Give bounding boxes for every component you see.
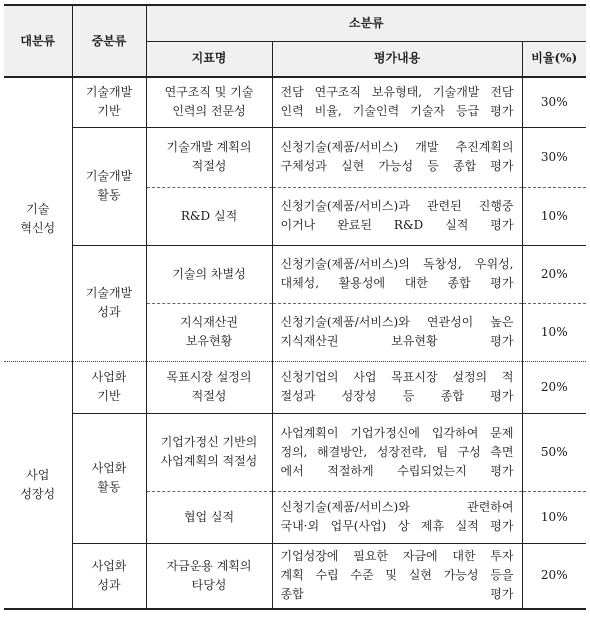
header-content: 평가내용 [272,41,522,77]
indicator-cell: 연구조직 및 기술 인력의 전문성 [146,77,272,127]
evaluation-content-cell: 신청기술(제품/서비스) 개발 추진계획의 구체성과 실현 가능성 등 종합 평가 [272,127,522,187]
ratio-cell: 10% [522,187,586,245]
ratio-cell: 30% [522,127,586,187]
table-row [4,413,586,491]
middle-category-cell: 사업화 성과 [72,543,146,609]
middle-category-cell: 기술개발 기반 [72,77,146,127]
header-minor: 소분류 [146,5,586,41]
evaluation-content-cell: 신청기업의 사업 목표시장 설정의 적 절성과 성장성 등 종합 평가 [272,361,522,413]
evaluation-criteria-table [4,4,586,610]
header-ratio: 비율(%) [522,41,586,77]
evaluation-content-cell: 기업성장에 필요한 자금에 대한 투자 계획 수립 수준 및 실현 가능성 등을 종합 평가 [272,543,522,609]
middle-category-cell: 기술개발 성과 [72,245,146,361]
header-major: 대분류 [4,5,72,77]
table-row [4,543,586,609]
table-row [4,245,586,303]
major-category-cell: 기술 혁신성 [4,77,72,361]
ratio-cell: 50% [522,413,586,491]
indicator-cell: 목표시장 설정의 적절성 [146,361,272,413]
ratio-cell: 20% [522,543,586,609]
header-middle: 중분류 [72,5,146,77]
indicator-cell: R&D 실적 [146,187,272,245]
indicator-cell: 기술개발 계획의 적절성 [146,127,272,187]
indicator-cell: 기술의 차별성 [146,245,272,303]
ratio-cell: 10% [522,303,586,361]
ratio-cell: 20% [522,361,586,413]
middle-category-cell: 기술개발 활동 [72,127,146,245]
evaluation-table-container [4,4,586,610]
middle-category-cell: 사업화 기반 [72,361,146,413]
major-category-cell: 사업 성장성 [4,361,72,609]
indicator-cell: 협업 실적 [146,491,272,543]
table-body [4,77,586,609]
ratio-cell: 20% [522,245,586,303]
header-indicator: 지표명 [146,41,272,77]
middle-category-cell: 사업화 활동 [72,413,146,543]
indicator-cell: 지식재산권 보유현황 [146,303,272,361]
evaluation-content-cell: 전담 연구조직 보유형태, 기술개발 전담 인력 비율, 기술인력 기술자 등급 평가 [272,77,522,127]
ratio-cell: 30% [540,94,568,109]
ratio-cell: 10% [522,491,586,543]
table-row [4,361,586,413]
evaluation-content-cell: 신청기술(제품/서비스)과 관련된 진행중 이거나 완료된 R&D 실적 평가 [272,187,522,245]
indicator-cell: 자금운용 계획의 타당성 [146,543,272,609]
evaluation-content-cell: 신청기술(제품/서비스)와 관련하여 국내·외 업무(사업) 상 제휴 실적 평가 [272,491,522,543]
evaluation-content-cell: 사업계획이 기업가정신에 입각하여 문제 정의, 해결방안, 성장전략, 팀 구성 측면 에서 적절하게 수립되었는지 평가 [272,413,522,491]
table-row [4,127,586,187]
indicator-cell: 기업가정신 기반의 사업계획의 적절성 [146,413,272,491]
evaluation-content-cell: 신청기술(제품/서비스)의 독창성, 우위성, 대체성, 활용성에 대한 종합 평가 [272,245,522,303]
evaluation-content-cell: 신청기술(제품/서비스)와 연관성이 높은 지식재산권 보유현황 평가 [272,303,522,361]
table-row [4,77,586,127]
